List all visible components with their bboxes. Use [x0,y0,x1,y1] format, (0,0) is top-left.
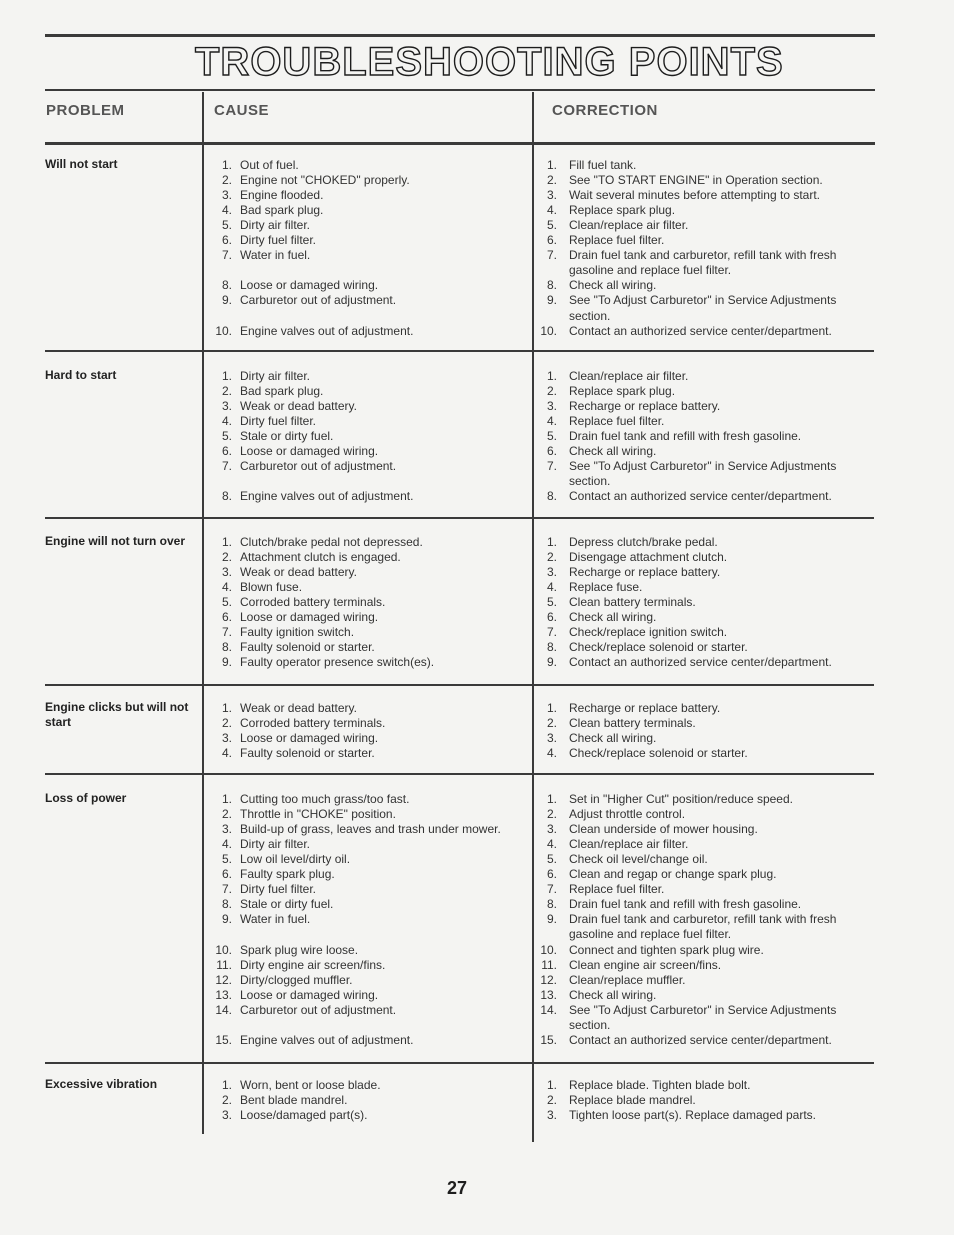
cause-text: Faulty spark plug. [240,867,335,882]
header-problem: PROBLEM [46,102,125,119]
problem-label [45,368,116,383]
correction-text: Recharge or replace battery. [569,701,721,715]
correction-text: Recharge or replace battery. [569,399,721,414]
correction-text: Contact an authorized service center/department. [569,655,832,670]
cause-text: Loose or damaged wiring. [240,987,379,1002]
cause-text: Weak or dead battery. [240,701,357,715]
cause-number: 1. [221,792,232,806]
correction-text: Depress clutch/brake pedal. [569,535,718,549]
cause-number: 8. [221,278,232,293]
correction-text: Replace fuse. [569,580,643,595]
cause-text: Engine valves out of adjustment. [240,1032,414,1047]
correction-text: Connect and tighten spark plug wire. [569,942,764,957]
cause-number: 4. [221,203,232,218]
cause-number: 3. [221,399,232,414]
cause-number: 7. [221,882,232,897]
correction-number: 6. [546,233,557,248]
correction-number: 15. [540,1032,557,1047]
correction-number: 4. [546,746,557,761]
section-rule [45,684,874,686]
cause-number: 7. [221,459,232,474]
section-rule [45,517,874,519]
top-rule [45,34,875,37]
cause-number: 1. [221,1078,232,1092]
cause-text: Build-up of grass, leaves and trash under mower. [240,822,501,837]
correction-number: 2. [546,1093,557,1108]
correction-number: 2. [546,173,557,188]
correction-text: Recharge or replace battery. [569,565,721,580]
correction-text: Adjust throttle control. [569,807,686,822]
cause-number: 6. [221,610,232,625]
cause-text: Carburetor out of adjustment. [240,459,397,474]
cause-number: 8. [221,640,232,655]
correction-number: 3. [546,1108,557,1123]
correction-text: Replace fuel filter. [569,414,665,429]
cause-number: 4. [221,414,232,429]
cause-number: 7. [221,248,232,263]
cause-text: Low oil level/dirty oil. [240,852,351,867]
correction-number: 8. [546,278,557,293]
cause-number: 4. [221,837,232,852]
cause-text: Dirty fuel filter. [240,882,317,897]
correction-number: 14. [540,1002,557,1017]
problem-label [45,1077,157,1092]
correction-text: gasoline and replace fuel filter. [569,263,732,278]
cause-number: 7. [221,625,232,640]
cause-text: Out of fuel. [240,158,299,172]
correction-number: 2. [546,384,557,399]
correction-text: See "TO START ENGINE" in Operation section. [569,173,823,188]
cause-text: Faulty solenoid or starter. [240,640,375,655]
cause-number: 2. [221,384,232,399]
correction-text: section. [569,474,611,489]
cause-text: Dirty engine air screen/fins. [240,957,386,972]
correction-number: 5. [546,595,557,610]
correction-number: 8. [546,897,557,912]
cause-text: Weak or dead battery. [240,399,357,414]
cause-number: 4. [221,746,232,761]
correction-text: Check all wiring. [569,987,657,1002]
correction-number: 2. [546,807,557,822]
cause-number: 13. [215,987,232,1002]
cause-text: Loose or damaged wiring. [240,278,379,293]
correction-text: Check all wiring. [569,444,657,459]
correction-text: Clean/replace muffler. [569,972,686,987]
correction-number: 5. [546,429,557,444]
correction-text: Replace fuel filter. [569,233,665,248]
correction-text: Check/replace solenoid or starter. [569,640,748,655]
correction-number: 5. [546,218,557,233]
correction-text: Replace blade. Tighten blade bolt. [569,1078,751,1092]
cause-number: 3. [221,731,232,746]
correction-number: 4. [546,837,557,852]
correction-text: Drain fuel tank and carburetor, refill tank with fresh [569,248,837,263]
cause-number: 1. [221,158,232,172]
correction-text: Drain fuel tank and refill with fresh gasoline. [569,897,802,912]
header-correction: CORRECTION [552,102,658,119]
cause-number: 2. [221,173,232,188]
cause-text: Bent blade mandrel. [240,1093,348,1108]
correction-number: 6. [546,444,557,459]
correction-text: Replace spark plug. [569,203,676,218]
cause-text: Faulty ignition switch. [240,625,355,640]
correction-text: Drain fuel tank and carburetor, refill tank with fresh [569,912,837,927]
correction-text: Check/replace ignition switch. [569,625,728,640]
correction-text: Replace fuel filter. [569,882,665,897]
cause-number: 3. [221,822,232,837]
cause-number: 2. [221,550,232,565]
correction-number: 9. [546,655,557,670]
correction-text: See "To Adjust Carburetor" in Service Adjustments [569,1002,837,1017]
correction-text: Set in "Higher Cut" position/reduce speed. [569,792,793,806]
cause-text: Cutting too much grass/too fast. [240,792,410,806]
correction-number: 5. [546,852,557,867]
cause-text: Loose or damaged wiring. [240,610,379,625]
cause-number: 5. [221,218,232,233]
correction-text: Drain fuel tank and refill with fresh gasoline. [569,429,802,444]
correction-number: 7. [546,882,557,897]
correction-number: 11. [541,957,557,972]
correction-number: 8. [546,640,557,655]
correction-text: Replace spark plug. [569,384,676,399]
correction-number: 4. [546,414,557,429]
cause-text: Attachment clutch is engaged. [240,550,401,565]
cause-text: Faulty operator presence switch(es). [240,655,435,670]
cause-text: Corroded battery terminals. [240,595,386,610]
cause-text: Engine not "CHOKED" properly. [240,173,410,188]
correction-text: Clean/replace air filter. [569,218,689,233]
correction-number: 7. [546,459,557,474]
correction-number: 9. [546,912,557,927]
correction-text: section. [569,308,611,323]
correction-number: 4. [546,203,557,218]
cause-text: Carburetor out of adjustment. [240,293,397,308]
correction-number: 1. [546,369,557,383]
correction-text: Wait several minutes before attempting to start. [569,188,820,203]
correction-text: Check oil level/change oil. [569,852,708,867]
cause-text: Faulty solenoid or starter. [240,746,375,761]
correction-text: Clean engine air screen/fins. [569,957,722,972]
correction-number: 7. [546,625,557,640]
correction-text: section. [569,1017,611,1032]
cause-text: Engine valves out of adjustment. [240,323,414,338]
column-divider-left [202,92,204,1134]
correction-number: 2. [546,550,557,565]
cause-text: Weak or dead battery. [240,565,357,580]
cause-text: Bad spark plug. [240,203,324,218]
problem-label [45,700,188,730]
cause-number: 6. [221,233,232,248]
cause-text: Dirty fuel filter. [240,414,317,429]
correction-text: Clean underside of mower housing. [569,822,758,837]
cause-text: Dirty air filter. [240,369,311,383]
cause-number: 15. [215,1032,232,1047]
cause-number: 4. [221,580,232,595]
cause-number: 3. [221,565,232,580]
cause-number: 1. [221,369,232,383]
cause-text: Engine flooded. [240,188,324,203]
cause-text: Bad spark plug. [240,384,324,399]
cause-number: 6. [221,444,232,459]
correction-text: Disengage attachment clutch. [569,550,728,565]
correction-text: Clean and regap or change spark plug. [569,867,777,882]
correction-number: 10. [540,942,557,957]
correction-number: 4. [546,580,557,595]
cause-number: 10. [215,942,232,957]
correction-text: Check all wiring. [569,731,657,746]
problem-label [45,157,118,172]
problem-label-line: start [45,715,72,729]
correction-text: See "To Adjust Carburetor" in Service Adjustments [569,293,837,308]
cause-number: 8. [221,897,232,912]
correction-number: 2. [546,716,557,731]
cause-text: Throttle in "CHOKE" position. [240,807,396,822]
correction-text: gasoline and replace fuel filter. [569,927,732,942]
correction-number: 3. [546,731,557,746]
cause-text: Loose or damaged wiring. [240,444,379,459]
cause-number: 9. [221,655,232,670]
cause-number: 5. [221,852,232,867]
correction-number: 6. [546,610,557,625]
cause-text: Corroded battery terminals. [240,716,386,731]
correction-number: 1. [546,701,557,715]
cause-text: Spark plug wire loose. [240,942,359,957]
cause-number: 2. [221,807,232,822]
correction-number: 6. [546,867,557,882]
cause-text: Dirty air filter. [240,837,311,852]
cause-number: 10. [215,323,232,338]
correction-text: Clean/replace air filter. [569,837,689,852]
correction-number: 8. [546,489,557,504]
correction-text: Check/replace solenoid or starter. [569,746,748,761]
cause-number: 5. [221,595,232,610]
correction-text: Contact an authorized service center/department. [569,323,832,338]
problem-label-line: Loss of power [45,791,127,805]
problem-label-line: Will not start [45,157,118,171]
cause-number: 11. [216,957,232,972]
correction-number: 3. [546,399,557,414]
correction-number: 13. [540,987,557,1002]
correction-text: Clean battery terminals. [569,716,696,731]
cause-number: 1. [221,701,232,715]
header-rule [45,142,875,145]
correction-number: 10. [540,323,557,338]
cause-text: Dirty air filter. [240,218,311,233]
correction-text: Replace blade mandrel. [569,1093,696,1108]
cause-number: 9. [221,293,232,308]
cause-number: 1. [221,535,232,549]
correction-number: 1. [546,1078,557,1092]
section-rule [45,1062,874,1064]
cause-number: 9. [221,912,232,927]
correction-number: 3. [546,188,557,203]
section-rule [45,350,874,352]
cause-number: 12. [215,972,232,987]
cause-number: 2. [221,1093,232,1108]
correction-text: Check all wiring. [569,610,657,625]
problem-label [45,791,126,806]
correction-text: Clean battery terminals. [569,595,696,610]
correction-number: 12. [540,972,557,987]
cause-text: Water in fuel. [240,912,311,927]
cause-text: Dirty/clogged muffler. [240,972,353,987]
cause-number: 5. [221,429,232,444]
cause-text: Blown fuse. [240,580,303,595]
problem-label [45,534,185,549]
problem-label-line: Engine clicks but will not [45,700,189,714]
page-title: TROUBLESHOOTING POINTS [195,40,784,84]
cause-number: 6. [221,867,232,882]
cause-number: 3. [221,188,232,203]
cause-text: Clutch/brake pedal not depressed. [240,535,423,549]
cause-text: Stale or dirty fuel. [240,897,334,912]
cause-number: 14. [215,1002,232,1017]
section-rule [45,773,874,775]
cause-text: Worn, bent or loose blade. [240,1078,381,1092]
correction-text: Check all wiring. [569,278,657,293]
correction-number: 3. [546,565,557,580]
cause-text: Carburetor out of adjustment. [240,1002,397,1017]
cause-text: Engine valves out of adjustment. [240,489,414,504]
cause-number: 2. [221,716,232,731]
correction-text: Clean/replace air filter. [569,369,689,383]
correction-text: Contact an authorized service center/department. [569,1032,832,1047]
correction-text: See "To Adjust Carburetor" in Service Adjustments [569,459,837,474]
page-number: 27 [447,1178,468,1198]
header-cause: CAUSE [214,102,270,119]
cause-text: Loose/damaged part(s). [240,1108,368,1123]
cause-number: 8. [221,489,232,504]
correction-number: 1. [546,158,557,172]
correction-number: 1. [546,792,557,806]
correction-text: Fill fuel tank. [569,158,637,172]
problem-label-line: Hard to start [45,368,117,382]
correction-number: 7. [546,248,557,263]
cause-text: Dirty fuel filter. [240,233,317,248]
correction-number: 1. [546,535,557,549]
correction-number: 3. [546,822,557,837]
title-rule [45,89,875,91]
cause-number: 3. [221,1108,232,1123]
correction-text: Contact an authorized service center/department. [569,489,832,504]
cause-text: Stale or dirty fuel. [240,429,334,444]
problem-label-line: Engine will not turn over [45,534,186,548]
correction-text: Tighten loose part(s). Replace damaged parts. [569,1108,817,1123]
cause-text: Water in fuel. [240,248,311,263]
correction-number: 9. [546,293,557,308]
cause-text: Loose or damaged wiring. [240,731,379,746]
problem-label-line: Excessive vibration [45,1077,158,1091]
